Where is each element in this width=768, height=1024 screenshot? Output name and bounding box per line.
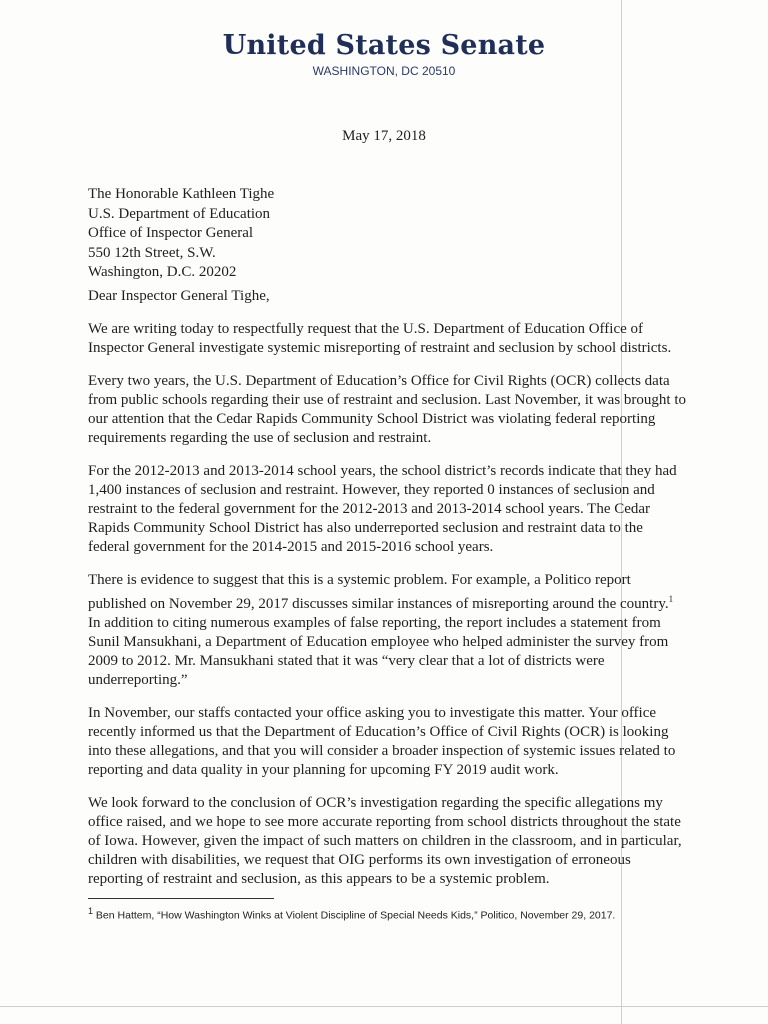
letter-body — [88, 320, 688, 903]
footnote-text: Ben Hattem, “How Washington Winks at Violent Discipline of Special Needs Kids,” Politico, November 29, 2017. — [93, 909, 616, 922]
paragraph-request: We are writing today to respectfully request that the U.S. Department of Education Office of Inspector General investigate systemic misreporting of restraint and seclusion by school districts. — [88, 321, 672, 356]
letterhead — [0, 30, 768, 78]
politico-text-part2: In addition to citing numerous examples of false reporting, the report includes a statement from Sunil Mansukhani, a Department of Education employee who helped administer the survey from 2009 to 2012. Mr. Mansukhani stated that it was “very clear that a lot of districts were underreporting.” — [88, 615, 669, 688]
paragraph-conclusion: We look forward to the conclusion of OCR’s investigation regarding the specific allegations my office raised, and we hope to see more accurate reporting from school districts throughout the state of Iowa. However, given the impact of such matters on children in the classroom, and in particular, children with disabilities, we request that OIG performs its own investigation of erroneous reporting of restraint and seclusion, as this appears to be a systemic problem. — [88, 795, 682, 887]
recipient-line: U.S. Department of Education — [88, 205, 271, 222]
salutation: Dear Inspector General Tighe, — [88, 288, 270, 304]
recipient-line: The Honorable Kathleen Tighe — [88, 186, 275, 202]
footnote-number: 1 — [88, 906, 94, 916]
letterhead-title: United States Senate — [222, 30, 546, 61]
recipient-line: Washington, D.C. 20202 — [88, 264, 237, 280]
paragraph-november-contact: In November, our staffs contacted your office asking you to investigate this matter. Your office recently informed us that the Department of Education’s Office of Civil Rights (OCR) is looking into these allegations, and that you will consider a broader inspection of systemic issues related to reporting and data quality in your planning for upcoming FY 2019 audit work. — [88, 705, 676, 778]
letterhead-address: WASHINGTON, DC 20510 — [312, 64, 456, 78]
recipient-line: 550 12th Street, S.W. — [88, 244, 216, 261]
footnote-rule — [88, 898, 274, 899]
scan-edge-line — [0, 1006, 768, 1007]
paragraph-cedar-rapids: For the 2012-2013 and 2013-2014 school years, the school district’s records indicate that they had 1,400 instances of seclusion and restraint. However, they reported 0 instances of seclusion and restraint to the federal government for the 2012-2013 and 2013-2014 school years. The Cedar Rapids Community School District has also underreported seclusion and restraint data to the federal government for the 2014-2015 and 2015-2016 school years. — [88, 463, 677, 555]
footnote — [88, 906, 688, 922]
footnote-marker: 1 — [668, 594, 674, 604]
letter-date: May 17, 2018 — [342, 128, 426, 144]
recipient-address — [88, 185, 274, 283]
paragraph-ocr-background: Every two years, the U.S. Department of Education’s Office for Civil Rights (OCR) collects data from public schools regarding their use of restraint and seclusion. Last November, it was brought to our attention that the Cedar Rapids Community School District was violating federal reporting requirements regarding the use of seclusion and restraint. — [88, 373, 687, 446]
recipient-line: Office of Inspector General — [88, 225, 254, 241]
politico-text-part1: There is evidence to suggest that this is a systemic problem. For example, a Politico report published on November 29, 2017 discusses similar instances of misreporting around the country. — [88, 572, 669, 612]
paragraph-politico — [88, 571, 688, 690]
